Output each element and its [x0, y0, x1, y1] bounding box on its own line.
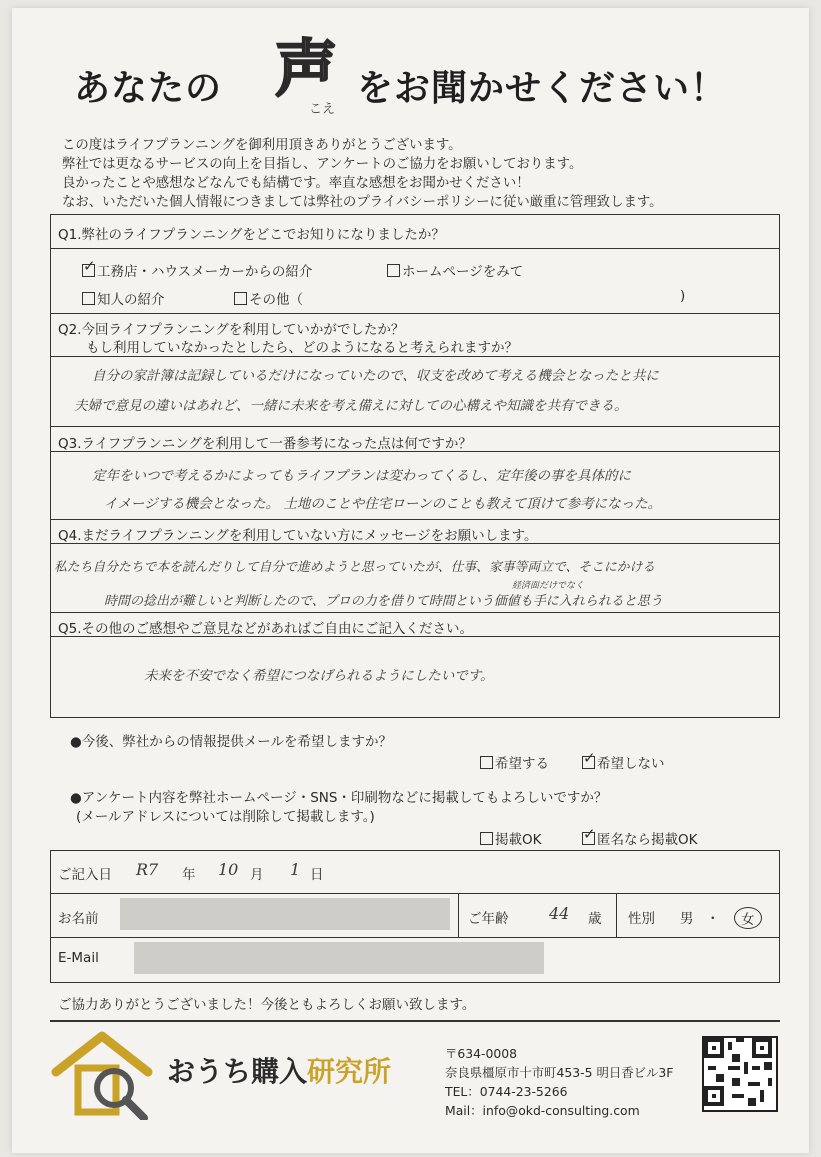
publish-option-label: 匿名なら掲載OK	[597, 832, 698, 848]
age-value: 44	[549, 904, 570, 923]
intro-text	[62, 136, 782, 212]
house-magnifier-logo-icon	[48, 1028, 162, 1120]
year-label: 年	[182, 867, 196, 883]
email-redacted	[134, 942, 544, 974]
q4-answer-note: 経済面だけでなく	[512, 581, 585, 591]
intro-line: 良かったことや感想などなんでも結構です。率直な感想をお聞かせください！	[62, 176, 530, 191]
name-label: お名前	[58, 911, 99, 927]
title-kanji: 声	[274, 32, 337, 105]
divider	[50, 937, 780, 938]
checkbox-checked[interactable]	[582, 832, 595, 845]
gender-label: 性別	[628, 911, 655, 927]
survey-sheet	[12, 8, 809, 1153]
q1-option-builder[interactable]	[82, 260, 312, 280]
title-ruby: こえ	[308, 102, 335, 117]
postal-code: 〒634-0008	[445, 1046, 518, 1061]
divider	[616, 893, 617, 937]
email-label: E-Mail	[58, 950, 99, 966]
mail-option-label: 希望しない	[597, 756, 665, 772]
footer-divider	[50, 1020, 780, 1022]
divider	[458, 893, 459, 937]
q3-question: Q3.ライフプランニングを利用して一番参考になった点は何ですか？	[58, 436, 472, 452]
publish-option-ok[interactable]	[480, 828, 541, 848]
divider	[50, 519, 780, 520]
publish-question: ●アンケート内容を弊社ホームページ・SNS・印刷物などに掲載してもよろしいですか？	[70, 790, 608, 806]
checkbox-checked[interactable]	[582, 756, 595, 769]
q1-question: Q1.弊社のライフプランニングをどこでお知りになりましたか？	[58, 227, 445, 243]
divider	[50, 313, 780, 314]
checkbox[interactable]	[387, 264, 400, 277]
q1-option-other[interactable]	[234, 288, 303, 308]
brand-main: おうち購入	[167, 1055, 308, 1088]
q1-option-label: ホームページをみて	[402, 264, 524, 280]
intro-line: なお、いただいた個人情報につきましては弊社のプライバシーポリシーに従い厳重に管理致します。	[62, 195, 663, 210]
q2-question-line2: もし利用していなかったとしたら、どのようになると考えられますか？	[86, 340, 518, 356]
title-after: をお聞かせください！	[357, 68, 728, 109]
mail-option-no[interactable]	[582, 752, 665, 772]
date-label: ご記入日	[58, 867, 112, 883]
q5-question: Q5.その他のご感想やご意見などがあればご自由にご記入ください。	[58, 621, 474, 637]
q3-answer-line2: イメージする機会となった。 土地のことや住宅ローンのことも教えて頂けて参考になった。	[104, 496, 662, 512]
q3-answer-line1: 定年をいつで考えるかによってもライフプランは変わってくるし、定年後の事を具体的に	[92, 468, 632, 484]
checkbox[interactable]	[480, 756, 493, 769]
qr-code-icon	[702, 1036, 778, 1112]
age-label: ご年齢	[468, 911, 509, 927]
telephone: TEL：0744-23-5266	[445, 1084, 568, 1099]
mail-question: ●今後、弊社からの情報提供メールを希望しますか？	[70, 734, 393, 750]
month-label: 月	[250, 867, 264, 883]
checkbox[interactable]	[82, 292, 95, 305]
checkbox[interactable]	[480, 832, 493, 845]
q4-question: Q4.まだライフプランニングを利用していない方にメッセージをお願いします。	[58, 528, 538, 544]
brand-name	[167, 1050, 391, 1090]
company-address	[445, 1044, 673, 1120]
gender-female: 女	[734, 907, 762, 929]
divider	[50, 426, 780, 427]
q2-question-line1: Q2.今回ライフプランニングを利用していかがでしたか？	[58, 322, 405, 338]
publish-option-label: 掲載OK	[495, 832, 542, 848]
checkbox[interactable]	[234, 292, 247, 305]
divider	[50, 248, 780, 249]
q4-answer-line2: 時間の捻出が難しいと判断したので、プロの力を借りて時間という価値も手に入れられると思う	[104, 594, 663, 609]
q4-answer-line1: 私たち自分たちで本を読んだりして自分で進めようと思っていたが、仕事、家事等両立で、そこにかける	[54, 560, 656, 575]
q1-option-homepage[interactable]	[387, 260, 523, 280]
intro-line: 弊社では更なるサービスの向上を目指し、アンケートのご協力をお願いしております。	[62, 157, 583, 172]
name-redacted	[120, 898, 450, 930]
checkbox-checked[interactable]	[82, 264, 95, 277]
publish-note: (メールアドレスについては削除して掲載します。)	[76, 809, 375, 825]
intro-line: この度はライフプランニングを御利用頂きありがとうございます。	[62, 138, 462, 153]
mail-address: Mail：info@okd-consulting.com	[445, 1103, 640, 1118]
q1-option-label: その他（	[249, 292, 303, 308]
closing-text: ご協力ありがとうございました！今後ともよろしくお願い致します。	[58, 997, 476, 1013]
day-label: 日	[310, 867, 324, 883]
day-value: 1	[290, 860, 301, 879]
publish-option-anonymous[interactable]	[582, 828, 697, 848]
age-unit: 歳	[588, 911, 602, 927]
q1-option-label: 工務店・ハウスメーカーからの紹介	[97, 264, 313, 280]
q2-answer-line2: 夫婦で意見の違いはあれど、一緒に未来を考え備えに対しての心構えや知識を共有できる。	[74, 398, 628, 414]
date-era-value: R7	[136, 860, 159, 879]
title-koe-block	[266, 34, 346, 120]
mail-option-label: 希望する	[495, 756, 549, 772]
q1-option-friend[interactable]	[82, 288, 165, 308]
month-value: 10	[218, 860, 239, 879]
address-line: 奈良県橿原市十市町453-5 明日香ビル3F	[445, 1065, 674, 1080]
q1-option-label: 知人の紹介	[97, 292, 165, 308]
divider	[50, 356, 780, 357]
title-before: あなたの	[74, 68, 223, 109]
q5-answer-line1: 未来を不安でなく希望につなげられるようにしたいです。	[144, 668, 494, 684]
q1-other-close: )	[680, 288, 686, 304]
divider	[50, 893, 780, 894]
q2-answer-line1: 自分の家計簿は記録しているだけになっていたので、収支を改めて考える機会となったと共に	[92, 368, 659, 384]
gender-separator: ・	[706, 911, 720, 927]
divider	[50, 612, 780, 613]
gender-male: 男	[680, 911, 694, 927]
mail-option-yes[interactable]	[480, 752, 549, 772]
brand-accent: 研究所	[307, 1055, 392, 1088]
